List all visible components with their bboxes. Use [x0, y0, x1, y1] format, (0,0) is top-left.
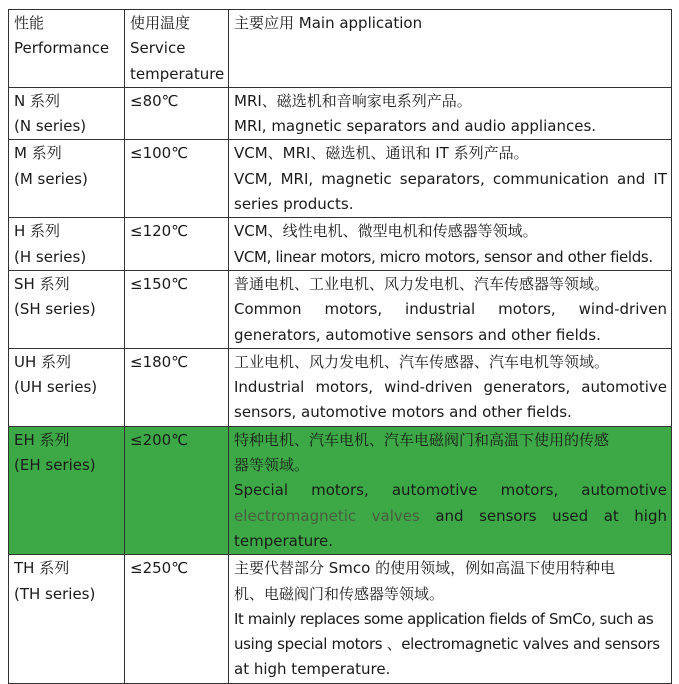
temperature-cell — [125, 426, 229, 554]
application-en-1: Common motors, industrial motors, wind-driven — [234, 300, 667, 319]
series-cell — [9, 218, 125, 271]
application-en: MRI, magnetic separators and audio appliances. — [234, 117, 597, 136]
series-cn: H 系列 — [14, 222, 61, 241]
performance-header-cn: 性能 — [14, 14, 45, 32]
table-row-n — [9, 87, 672, 140]
application-cn: MRI、磁选机和音响家电系列产品。 — [234, 91, 472, 110]
application-cn: 工业电机、风力发电机、汽车传感器、汽车电机等领域。 — [234, 352, 610, 371]
temperature-value: ≤100℃ — [130, 144, 189, 163]
table-row-sh — [9, 270, 672, 348]
application-cn: 普通电机、工业电机、风力发电机、汽车传感器等领域。 — [234, 274, 610, 293]
series-cell — [9, 348, 125, 426]
series-cn: UH 系列 — [14, 352, 72, 371]
application-en-3: temperature. — [234, 531, 334, 550]
application-en-1: Industrial motors, wind-driven generators, automotive — [234, 378, 667, 397]
temperature-value: ≤200℃ — [130, 430, 189, 449]
application-cell — [229, 87, 672, 140]
application-en-1: It mainly replaces some application fields of SmCo, such as — [234, 609, 654, 628]
table-row-m — [9, 140, 672, 218]
temperature-value: ≤180℃ — [130, 352, 189, 371]
series-cell — [9, 426, 125, 554]
table-row-uh — [9, 348, 672, 426]
application-cell — [229, 555, 672, 683]
series-cell — [9, 87, 125, 140]
temperature-cell — [125, 218, 229, 271]
series-en: (M series) — [14, 169, 88, 188]
application-en: VCM, linear motors, micro motors, sensor and other fields. — [234, 247, 653, 266]
temperature-value: ≤120℃ — [130, 222, 189, 241]
series-cell — [9, 140, 125, 218]
series-cn: N 系列 — [14, 91, 60, 110]
series-cn: TH 系列 — [14, 559, 70, 578]
application-en-2: sensors, automotive motors and other fields. — [234, 403, 572, 422]
temperature-header-en-2: temperature — [130, 64, 225, 83]
magnet-grade-table — [8, 9, 672, 684]
application-en-1: VCM, MRI, magnetic separators, communication and IT — [234, 169, 667, 188]
application-en-2: series products. — [234, 195, 354, 214]
application-header-title: 主要应用 Main application — [234, 14, 423, 32]
application-cn-2: 器等领域。 — [234, 456, 310, 475]
temperature-cell — [125, 140, 229, 218]
application-en-2-rest: and sensors used at high — [419, 506, 667, 525]
application-cn-1: 特种电机、汽车电机、汽车电磁阀门和高温下使用的传感 — [234, 430, 610, 449]
application-en-2: generators, automotive sensors and other fields. — [234, 325, 601, 344]
application-cell — [229, 140, 672, 218]
application-en-3: at high temperature. — [234, 660, 391, 679]
series-en: (TH series) — [14, 584, 96, 603]
temperature-header-en-1: Service — [130, 39, 186, 58]
header-row — [9, 10, 672, 88]
series-en: (H series) — [14, 247, 87, 266]
application-cn: VCM、MRI、磁选机、通讯和 IT 系列产品。 — [234, 144, 529, 163]
table-row-eh-highlighted — [9, 426, 672, 554]
temperature-value: ≤80℃ — [130, 91, 179, 110]
application-cell — [229, 218, 672, 271]
temperature-cell — [125, 270, 229, 348]
table-row-h — [9, 218, 672, 271]
series-en: (N series) — [14, 117, 87, 136]
temperature-header-cn: 使用温度 — [130, 14, 191, 32]
series-en: (SH series) — [14, 300, 96, 319]
performance-header — [9, 10, 125, 88]
series-cn: EH 系列 — [14, 430, 70, 449]
series-cn: SH 系列 — [14, 274, 70, 293]
series-en: (EH series) — [14, 456, 96, 475]
series-cell — [9, 555, 125, 683]
temperature-cell — [125, 555, 229, 683]
application-cell — [229, 348, 672, 426]
temperature-cell — [125, 87, 229, 140]
series-cell — [9, 270, 125, 348]
application-header — [229, 10, 672, 88]
application-cn-2: 机、电磁阀门和传感器等领域。 — [234, 584, 445, 603]
application-cell — [229, 270, 672, 348]
application-cn-1: 主要代替部分 Smco 的使用领域，例如高温下使用特种电 — [234, 559, 616, 578]
series-cn: M 系列 — [14, 144, 62, 163]
table-row-th — [9, 555, 672, 683]
performance-header-en: Performance — [14, 39, 110, 58]
temperature-value: ≤150℃ — [130, 274, 189, 293]
application-en-1: Special motors, automotive motors, automotive — [234, 481, 667, 500]
temperature-cell — [125, 348, 229, 426]
temperature-header — [125, 10, 229, 88]
application-cn: VCM、线性电机、微型电机和传感器等领域。 — [234, 222, 538, 241]
temperature-value: ≤250℃ — [130, 559, 189, 578]
application-en-2-dim: electromagnetic valves — [234, 506, 420, 525]
application-en-2 — [234, 504, 667, 529]
series-en: (UH series) — [14, 378, 98, 397]
application-cell — [229, 426, 672, 554]
application-en-2: using special motors 、electromagnetic valves and sensors — [234, 635, 660, 654]
